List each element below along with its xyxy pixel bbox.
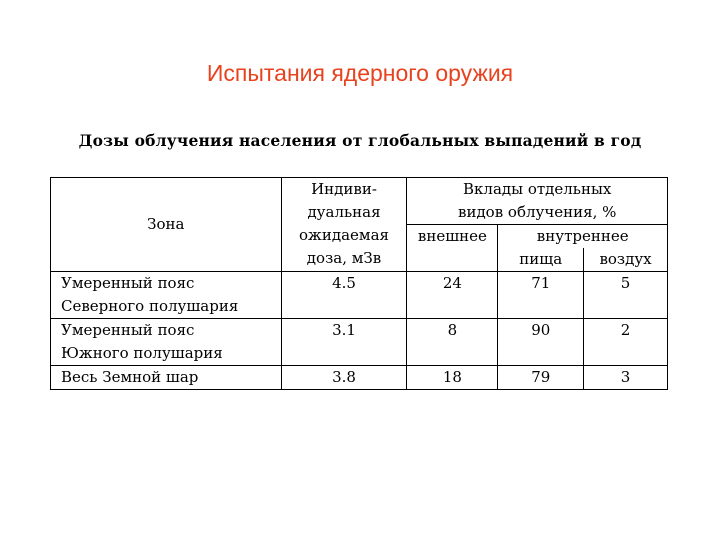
cell-food: 71 (498, 272, 584, 319)
cell-food: 90 (498, 319, 584, 366)
header-contrib-line: видов облучения, % (458, 203, 617, 221)
cell-air: 5 (584, 272, 668, 319)
table-caption: Дозы облучения населения от глобальных выпадений в год (78, 131, 642, 150)
zone-line: Весь Земной шар (61, 368, 199, 386)
header-row-1 (51, 178, 668, 225)
cell-food: 79 (498, 366, 584, 390)
cell-dose: 3.1 (281, 319, 407, 366)
cell-dose: 3.8 (281, 366, 407, 390)
header-dose-line: ожидаемая (299, 226, 389, 244)
header-dose-line: дуальная (307, 203, 381, 221)
header-internal-label: внутреннее (536, 227, 629, 245)
zone-line: Умеренный пояс (61, 321, 195, 339)
header-air-label: воздух (599, 250, 652, 268)
header-dose (281, 178, 407, 272)
header-food (498, 248, 584, 272)
header-air (584, 248, 668, 272)
cell-external: 18 (407, 366, 498, 390)
cell-zone (51, 319, 282, 366)
header-food-label: пища (519, 250, 563, 268)
cell-air: 3 (584, 366, 668, 390)
header-zone (51, 178, 282, 272)
cell-dose: 4.5 (281, 272, 407, 319)
table-row (51, 366, 668, 390)
header-contributions (407, 178, 668, 225)
zone-line: Умеренный пояс (61, 274, 195, 292)
dose-table (50, 177, 668, 390)
header-dose-line: доза, мЗв (306, 249, 382, 267)
cell-zone (51, 272, 282, 319)
zone-line: Северного полушария (61, 297, 239, 315)
cell-external: 8 (407, 319, 498, 366)
cell-external: 24 (407, 272, 498, 319)
header-contrib-line: Вклады отдельных (463, 180, 612, 198)
table-row (51, 319, 668, 366)
cell-air: 2 (584, 319, 668, 366)
header-external-label: внешнее (417, 227, 487, 245)
header-dose-line: Индиви- (311, 180, 377, 198)
zone-line: Южного полушария (61, 344, 223, 362)
slide-title: Испытания ядерного оружия (206, 60, 514, 86)
header-external (407, 225, 498, 272)
table-row (51, 272, 668, 319)
header-zone-label: Зона (147, 215, 185, 233)
header-internal (498, 225, 668, 249)
cell-zone (51, 366, 282, 390)
